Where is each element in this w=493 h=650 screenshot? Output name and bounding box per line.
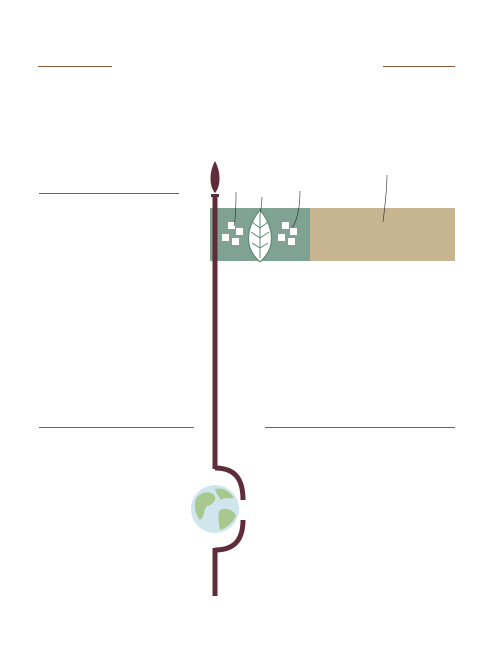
health-heading-rule: [39, 427, 194, 428]
conquest-heading-rule: [265, 427, 455, 428]
malt-field: [310, 208, 455, 261]
globe-icon: [191, 485, 239, 533]
